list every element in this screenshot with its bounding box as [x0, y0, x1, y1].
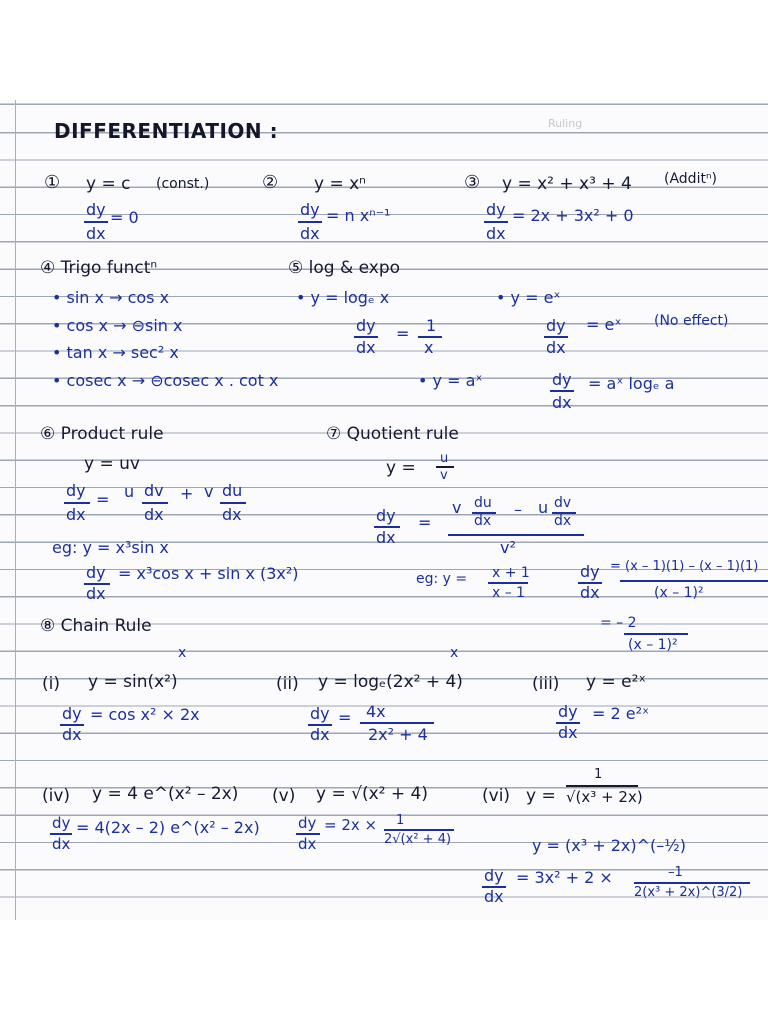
section-heading: ⑤ log & expo	[288, 258, 401, 278]
trig-rule: • cos x → ⊖sin x	[52, 316, 183, 335]
example-label: eg: y =	[416, 571, 468, 587]
equation: y = xⁿ	[314, 174, 366, 194]
part-label: (ii)	[276, 674, 299, 694]
equation: y = c	[86, 174, 131, 194]
example-result-denominator: (x – 1)²	[654, 585, 704, 601]
term-dx: dx	[554, 513, 572, 529]
derivative-result: = 2 e²ˣ	[592, 704, 650, 723]
example-numerator: x + 1	[492, 565, 530, 581]
section-number: ③	[464, 172, 481, 193]
rewritten-equation: y = (x³ + 2x)^(–½)	[532, 836, 687, 855]
term-dx: dx	[144, 505, 164, 524]
page-title: DIFFERENTIATION :	[54, 119, 279, 143]
fraction-bar	[634, 882, 750, 884]
term-dv: dv	[554, 495, 572, 511]
derivative-numerator: dy	[62, 704, 82, 723]
chain-equation: y = e²ˣ	[586, 672, 646, 692]
derivative-numerator: dy	[66, 481, 86, 500]
term-du: du	[222, 481, 243, 500]
derivative-numerator: dy	[552, 370, 572, 389]
equals-sign: =	[396, 324, 410, 343]
denominator-v-squared: v²	[500, 538, 516, 557]
fraction-bar	[566, 785, 638, 787]
fraction-bar	[298, 221, 322, 223]
fraction-bar	[142, 502, 168, 504]
chain-equation: y = 4 e^(x² – 2x)	[92, 784, 239, 804]
result-numerator: 1	[426, 316, 437, 335]
equation-denominator: √(x³ + 2x)	[566, 788, 643, 806]
result-denominator: 2√(x² + 4)	[384, 832, 452, 847]
minus-sign: –	[514, 500, 522, 519]
exp-equation: • y = eˣ	[496, 288, 561, 307]
derivative-numerator: dy	[486, 200, 506, 219]
simplified-denominator: (x – 1)²	[628, 637, 678, 653]
equals-sign: =	[418, 513, 432, 532]
equals-sign: =	[338, 708, 352, 727]
log-equation: • y = logₑ x	[296, 288, 390, 307]
derivative-result: = cos x² × 2x	[90, 705, 200, 724]
derivative-result: = 2x ×	[324, 816, 378, 834]
main-fraction-bar	[448, 534, 584, 536]
fraction-bar	[360, 722, 434, 724]
equals-sign: =	[96, 490, 110, 509]
derivative-result: = 3x² + 2 ×	[516, 868, 613, 887]
section-number: ①	[44, 172, 61, 193]
part-label: (iv)	[42, 786, 71, 806]
section-heading: ④ Trigo functⁿ	[40, 258, 158, 278]
fraction-bar	[84, 221, 108, 223]
section-heading: ⑧ Chain Rule	[40, 616, 152, 636]
ruled-notebook-page	[0, 100, 768, 920]
trig-rule: • cosec x → ⊖cosec x . cot x	[52, 371, 279, 390]
derivative-result: = 4(2x – 2) e^(x² – 2x)	[76, 818, 260, 837]
derivative-denominator: dx	[52, 835, 71, 853]
fraction-bar	[620, 580, 768, 582]
fraction-bar	[384, 829, 454, 831]
example-denominator: x – 1	[492, 585, 526, 601]
derivative-numerator: dy	[376, 506, 396, 525]
result-denominator: x	[424, 338, 434, 357]
result-numerator: 1	[396, 813, 405, 828]
substitution-x: x	[450, 645, 459, 661]
part-label: (vi)	[482, 786, 511, 806]
fraction-bar	[484, 221, 508, 223]
derivative-result: = 2x + 3x² + 0	[512, 206, 634, 225]
derivative-numerator: dy	[86, 200, 106, 219]
result-denominator: 2x² + 4	[368, 725, 428, 744]
plus-sign: +	[180, 484, 194, 503]
term-dx: dx	[474, 513, 492, 529]
fraction-bar	[64, 502, 90, 504]
note: (Additⁿ)	[664, 171, 717, 187]
derivative-numerator: dy	[546, 316, 566, 335]
derivative-denominator: dx	[484, 887, 504, 906]
faint-imprint: Ruling	[548, 117, 583, 130]
derivative-denominator: dx	[546, 338, 566, 357]
example-result-numerator: = (x – 1)(1) – (x – 1)(1)	[610, 559, 759, 574]
chain-equation: y = sin(x²)	[88, 672, 178, 692]
margin-line	[15, 100, 16, 920]
derivative-result: = aˣ logₑ a	[588, 374, 675, 393]
fraction-bar	[624, 633, 688, 635]
section-heading: ⑦ Quotient rule	[326, 424, 459, 444]
derivative-result: = eˣ	[586, 315, 622, 334]
equation: y = x² + x³ + 4	[502, 174, 632, 194]
derivative-numerator: dy	[298, 814, 317, 832]
section-number: ②	[262, 172, 279, 193]
part-label: (i)	[42, 674, 60, 694]
derivative-denominator: dx	[486, 224, 506, 243]
derivative-numerator: dy	[310, 704, 330, 723]
derivative-numerator: dy	[356, 316, 376, 335]
term-dv: dv	[144, 481, 164, 500]
term-v: v	[452, 498, 462, 517]
fraction-bar	[550, 390, 574, 392]
derivative-denominator: dx	[86, 584, 106, 603]
result-denominator: 2(x³ + 2x)^(3/2)	[634, 885, 743, 900]
derivative-result: = n xⁿ⁻¹	[326, 206, 391, 225]
example-equation: eg: y = x³sin x	[52, 538, 169, 557]
u-numerator: u	[440, 451, 449, 466]
derivative-denominator: dx	[552, 393, 572, 412]
derivative-numerator: dy	[86, 563, 106, 582]
fraction-bar	[220, 502, 246, 504]
chain-equation: y = logₑ(2x² + 4)	[318, 672, 463, 692]
ax-equation: • y = aˣ	[418, 371, 483, 390]
part-label: (iii)	[532, 674, 560, 694]
derivative-numerator: dy	[484, 866, 504, 885]
example-result: = x³cos x + sin x (3x²)	[118, 564, 299, 583]
derivative-denominator: dx	[300, 224, 320, 243]
substitution-x: x	[178, 645, 187, 661]
derivative-numerator: dy	[300, 200, 320, 219]
section-heading: ⑥ Product rule	[40, 424, 164, 444]
note: (const.)	[156, 176, 210, 192]
rule-equation: y =	[386, 458, 416, 478]
term-v: v	[204, 482, 214, 501]
fraction-bar	[488, 582, 528, 584]
trig-rule: • sin x → cos x	[52, 288, 170, 307]
result-numerator: 4x	[366, 702, 386, 721]
equation-numerator: 1	[594, 767, 603, 782]
term-du: du	[474, 495, 492, 511]
v-denominator: v	[440, 468, 448, 483]
chain-equation: y = √(x² + 4)	[316, 784, 428, 804]
derivative-denominator: dx	[310, 725, 330, 744]
rule-equation: y = uv	[84, 454, 140, 474]
simplified-numerator: = – 2	[600, 615, 637, 631]
derivative-denominator: dx	[376, 528, 396, 547]
chain-equation: y =	[526, 786, 556, 806]
result-numerator: –1	[668, 865, 683, 880]
derivative-denominator: dx	[356, 338, 376, 357]
term-u: u	[124, 482, 135, 501]
note: (No effect)	[654, 313, 729, 329]
term-u: u	[538, 498, 549, 517]
derivative-denominator: dx	[66, 505, 86, 524]
derivative-denominator: dx	[86, 224, 106, 243]
derivative-denominator: dx	[62, 725, 82, 744]
derivative-numerator: dy	[580, 562, 600, 581]
term-dx: dx	[222, 505, 242, 524]
part-label: (v)	[272, 786, 296, 806]
trig-rule: • tan x → sec² x	[52, 343, 179, 362]
derivative-denominator: dx	[558, 723, 578, 742]
derivative-numerator: dy	[52, 814, 71, 832]
derivative-denominator: dx	[580, 583, 600, 602]
derivative-numerator: dy	[558, 702, 578, 721]
derivative-result: = 0	[110, 208, 139, 227]
derivative-denominator: dx	[298, 835, 317, 853]
